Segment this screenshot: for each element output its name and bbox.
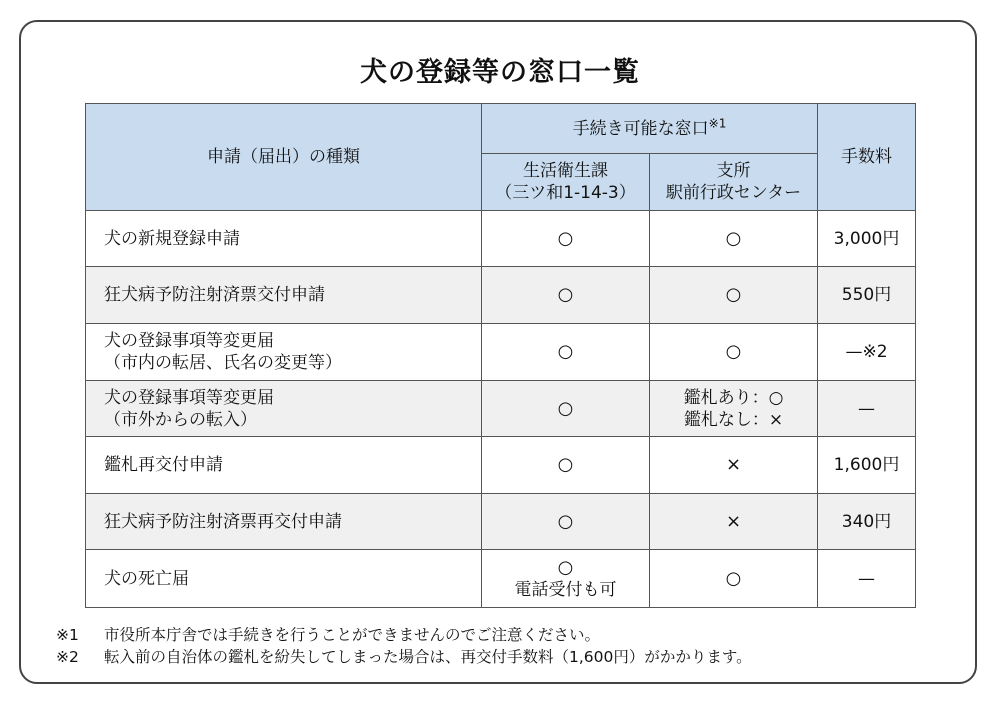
row-seikatsu: ○: [482, 324, 650, 381]
row-name: 犬の登録事項等変更届 （市内の転居、氏名の変更等）: [86, 324, 482, 381]
footnote-2: [56, 646, 752, 668]
header-windows-note: ※1: [708, 115, 727, 130]
table-row: [86, 267, 916, 324]
row-name: 犬の新規登録申請: [86, 211, 482, 267]
row-shisho: ○: [650, 550, 818, 608]
header-type: 申請（届出）の種類: [86, 104, 482, 211]
row-seikatsu: ○: [482, 267, 650, 324]
table-row: [86, 437, 916, 494]
row-name: 犬の死亡届: [86, 550, 482, 608]
header-shisho-line1: 支所: [716, 161, 751, 181]
row-seikatsu: ○: [482, 381, 650, 437]
row-fee: 340円: [818, 494, 916, 550]
row-name: 狂犬病予防注射済票交付申請: [86, 267, 482, 324]
header-shisho: [650, 154, 818, 211]
table-row: [86, 381, 916, 437]
header-seikatsu-line1: 生活衛生課: [523, 161, 608, 181]
footnote-mark: ※1: [56, 626, 79, 644]
row-shisho: ○: [650, 324, 818, 381]
row-seikatsu: ○: [482, 211, 650, 267]
header-seikatsu: [482, 154, 650, 211]
row-fee: 3,000円: [818, 211, 916, 267]
footnote-mark: ※2: [56, 648, 79, 666]
row-seikatsu: ○ 電話受付も可: [482, 550, 650, 608]
row-fee: 1,600円: [818, 437, 916, 494]
row-fee: —: [818, 550, 916, 608]
footnote-1: [56, 624, 752, 646]
table-row: [86, 494, 916, 550]
footnotes: [56, 624, 752, 668]
row-fee: —※2: [818, 324, 916, 381]
header-windows: [482, 104, 818, 154]
row-name: 鑑札再交付申請: [86, 437, 482, 494]
table-row: [86, 324, 916, 381]
row-seikatsu: ○: [482, 437, 650, 494]
row-shisho: ○: [650, 267, 818, 324]
header-windows-label: 手続き可能な窓口: [572, 118, 709, 139]
row-fee: —: [818, 381, 916, 437]
table-row: [86, 550, 916, 608]
row-name: 狂犬病予防注射済票再交付申請: [86, 494, 482, 550]
footnote-text: 転入前の自治体の鑑札を紛失してしまった場合は、再交付手数料（1,600円）がかかります。: [104, 648, 752, 666]
page-title: 犬の登録等の窓口一覧: [360, 57, 640, 88]
row-shisho: 鑑札あり：○ 鑑札なし：×: [650, 381, 818, 437]
header-fee: 手数料: [818, 104, 916, 211]
row-fee: 550円: [818, 267, 916, 324]
row-name: 犬の登録事項等変更届 （市外からの転入）: [86, 381, 482, 437]
window-table: [85, 103, 916, 608]
header-seikatsu-line2: （三ツ和1-14-3）: [495, 183, 636, 203]
table-row: [86, 211, 916, 267]
footnote-text: 市役所本庁舎では手続きを行うことができませんのでご注意ください。: [104, 626, 601, 644]
row-shisho: ×: [650, 494, 818, 550]
row-shisho: ×: [650, 437, 818, 494]
header-shisho-line2: 駅前行政センター: [665, 183, 802, 203]
row-shisho: ○: [650, 211, 818, 267]
row-seikatsu: ○: [482, 494, 650, 550]
